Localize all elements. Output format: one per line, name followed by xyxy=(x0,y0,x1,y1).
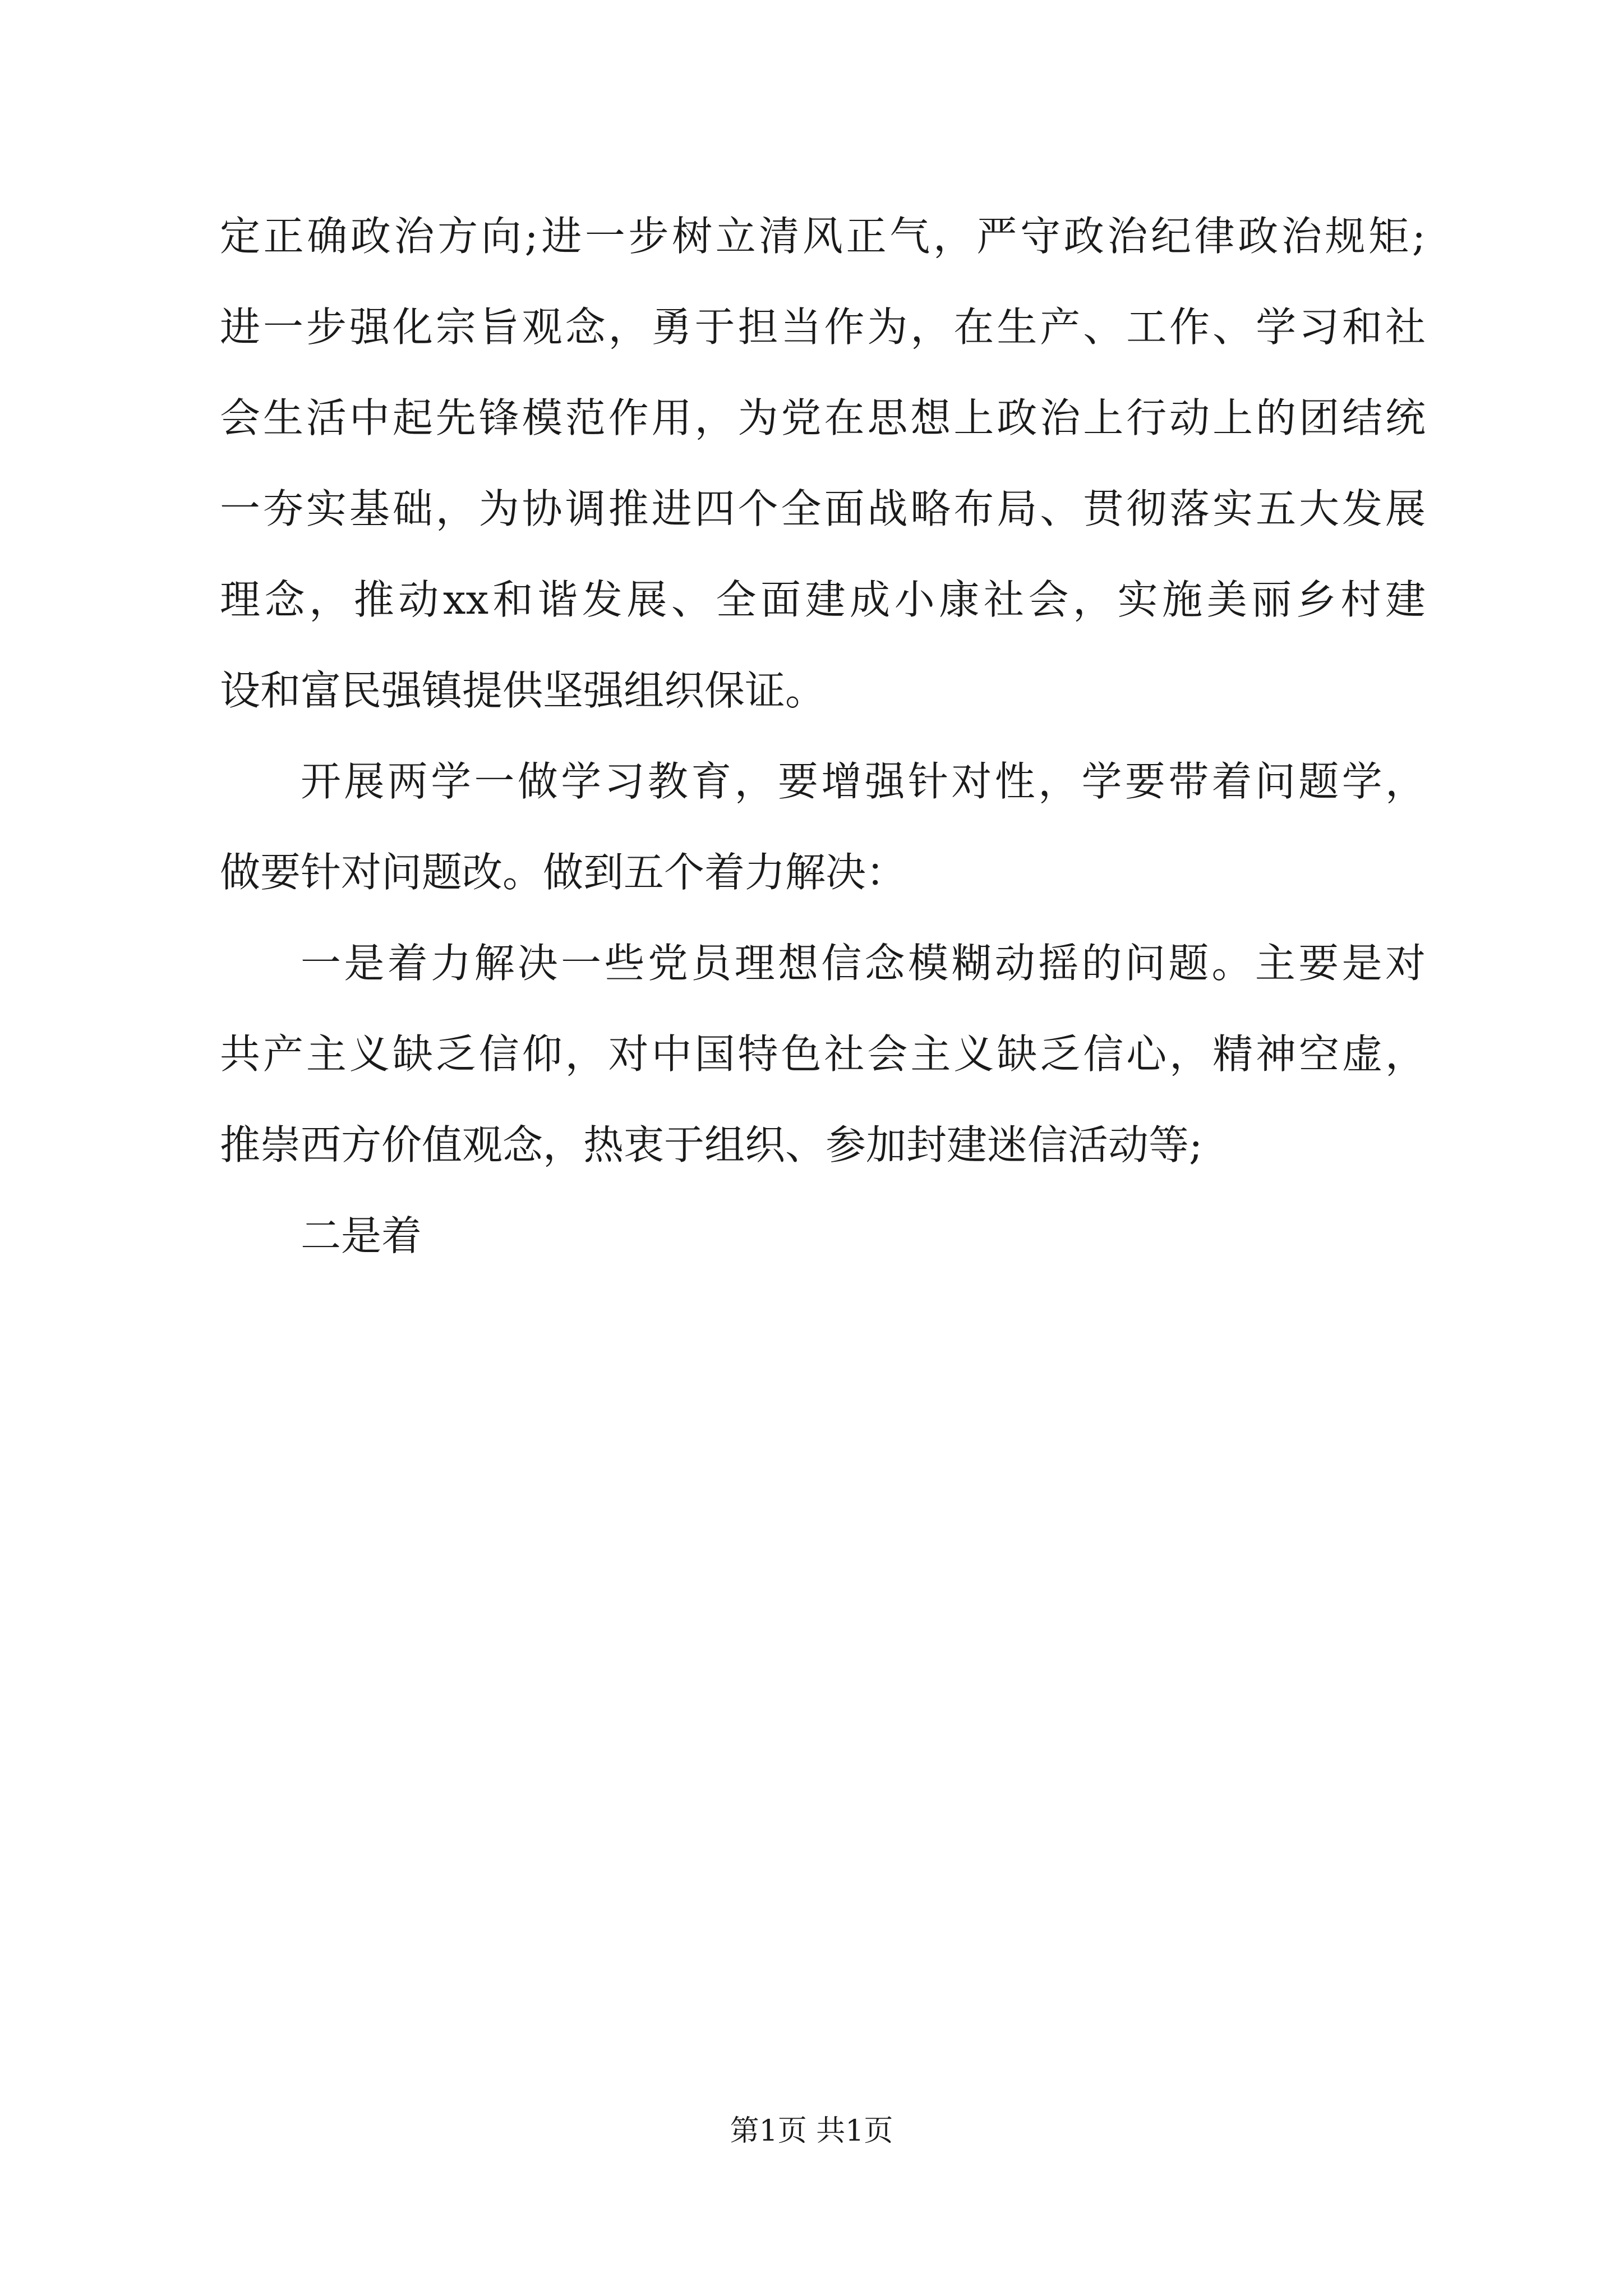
text-line-3: 会生活中起先锋模范作用，为党在思想上政治上行动上的团结统 xyxy=(220,394,1426,441)
page-footer: 第1页 共1页 xyxy=(730,2114,893,2148)
text-line-2: 进一步强化宗旨观念，勇于担当作为，在生产、工作、学习和社 xyxy=(220,303,1426,351)
text-line-10: 共产主义缺乏信仰，对中国特色社会主义缺乏信心，精神空虚， xyxy=(220,1030,1426,1078)
text-line-5: 理念，推动xx和谐发展、全面建成小康社会，实施美丽乡村建 xyxy=(220,576,1426,623)
text-line-6: 设和富民强镇提供坚强组织保证。 xyxy=(220,667,826,714)
text-line-4: 一夯实基础，为协调推进四个全面战略布局、贯彻落实五大发展 xyxy=(220,485,1426,532)
text-line-7: 开展两学一做学习教育，要增强针对性，学要带着问题学， xyxy=(301,758,1426,805)
text-line-9: 一是着力解决一些党员理想信念模糊动摇的问题。主要是对 xyxy=(301,940,1426,987)
text-line-12: 二是着 xyxy=(301,1212,422,1259)
text-line-11: 推崇西方价值观念，热衷于组织、参加封建迷信活动等; xyxy=(220,1121,1203,1168)
document-body xyxy=(220,191,1426,1281)
text-line-8: 做要针对问题改。做到五个着力解决： xyxy=(220,849,907,896)
text-line-1: 定正确政治方向;进一步树立清风正气，严守政治纪律政治规矩; xyxy=(220,213,1426,260)
